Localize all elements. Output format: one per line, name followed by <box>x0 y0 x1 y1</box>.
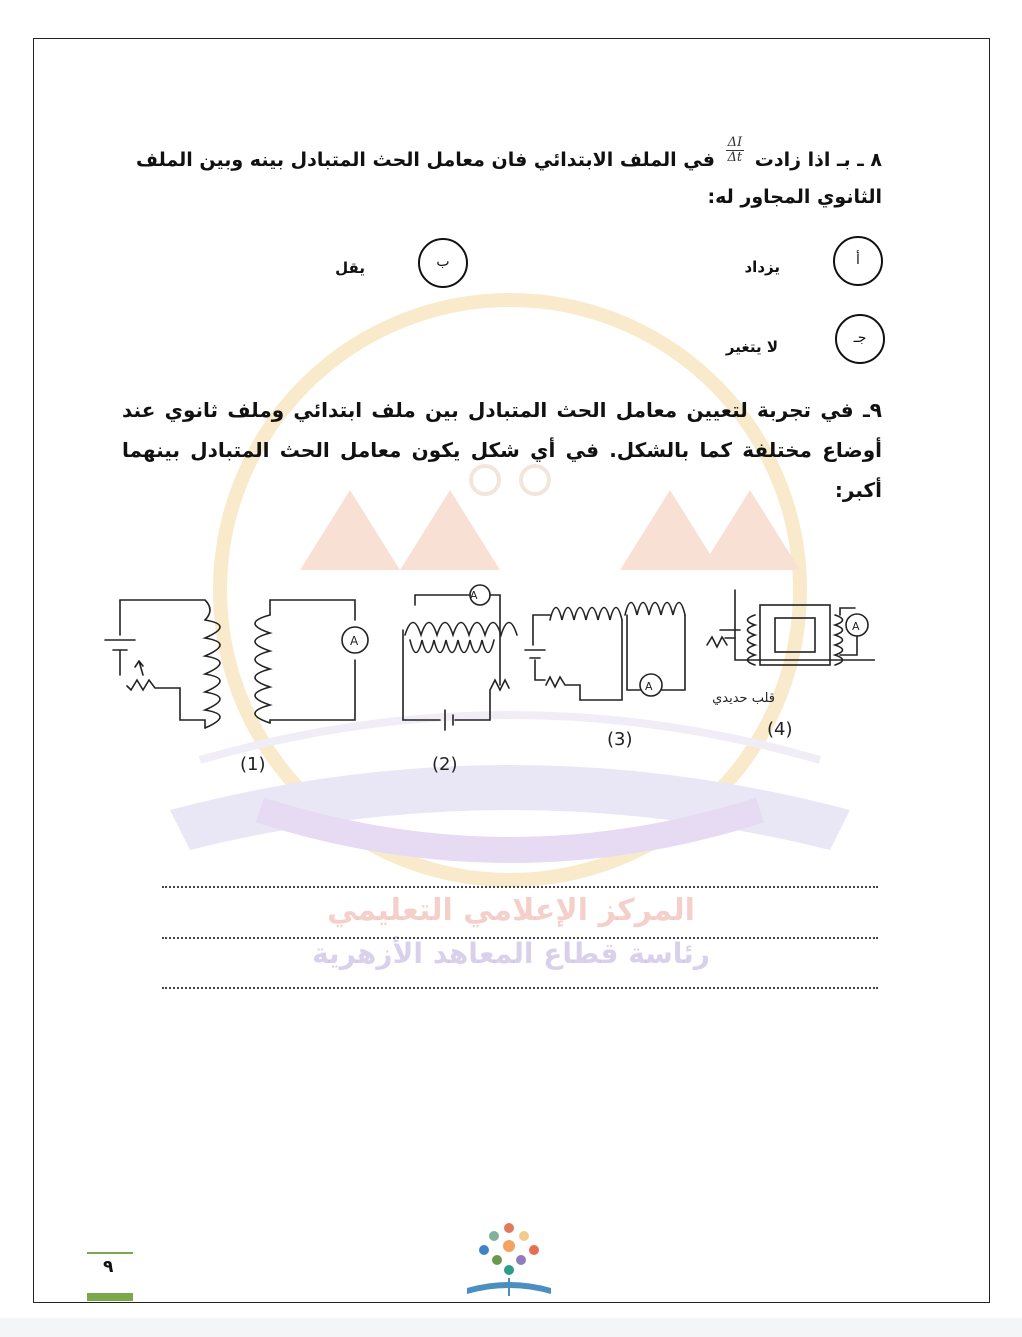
q9-stem: ٩ـ في تجربة لتعيين معامل الحث المتبادل بين ملف ابتدائي وملف ثانوي عند أوضاع مختلفة كما بالشكل. في أي شكل يكون معامل الحث المتبادل بينهما أكبر: <box>122 398 882 502</box>
bottom-strip <box>0 1318 1022 1337</box>
frac-numerator: ΔI <box>727 135 743 150</box>
footer-logo-icon <box>462 1216 557 1301</box>
watermark-text-2: رئاسة قطاع المعاهد الأزهرية <box>312 937 710 970</box>
circuit-1 <box>105 600 368 728</box>
answer-line-3[interactable] <box>162 987 878 989</box>
answer-line-1[interactable] <box>162 886 878 888</box>
circuit-4 <box>707 590 875 665</box>
option-a-circle[interactable]: أ <box>833 236 883 286</box>
page-number-bar <box>87 1293 133 1301</box>
circuit-3 <box>525 603 685 701</box>
figure-label-4: (4) <box>767 719 793 740</box>
circuit-2 <box>403 585 517 730</box>
delta-i-over-delta-t <box>726 136 745 165</box>
figure-label-1: (1) <box>240 754 266 775</box>
answer-line-2[interactable] <box>162 937 878 939</box>
option-a-text: يزداد <box>744 258 780 276</box>
option-c-circle[interactable]: جـ <box>835 314 885 364</box>
page-number: ٩ <box>103 1257 114 1277</box>
circuits-figure <box>95 570 875 780</box>
option-c-text: لا يتغير <box>725 338 778 356</box>
q8-suffix: في الملف الابتدائي فان معامل الحث المتبادل بينه وبين الملف <box>136 149 715 171</box>
q8-stem-line2: الثانوي المجاور له: <box>707 186 882 208</box>
figure-label-2: (2) <box>432 754 458 775</box>
watermark-text-1: المركز الإعلامي التعليمي <box>327 893 695 928</box>
ammeter-3: A <box>645 680 653 693</box>
option-b-circle[interactable]: ب <box>418 238 468 288</box>
q8-prefix: ٨ ـ بـ اذا زادت <box>754 149 882 171</box>
option-b-text: يقل <box>335 259 365 277</box>
ammeter-4: A <box>852 620 860 633</box>
core-label: قلب حديدي <box>712 691 775 706</box>
ammeter-1: A <box>350 634 359 648</box>
figure-label-3: (3) <box>607 729 633 750</box>
ammeter-2: A <box>470 589 478 602</box>
frac-denominator: Δt <box>727 150 743 165</box>
page-number-line <box>87 1252 133 1254</box>
